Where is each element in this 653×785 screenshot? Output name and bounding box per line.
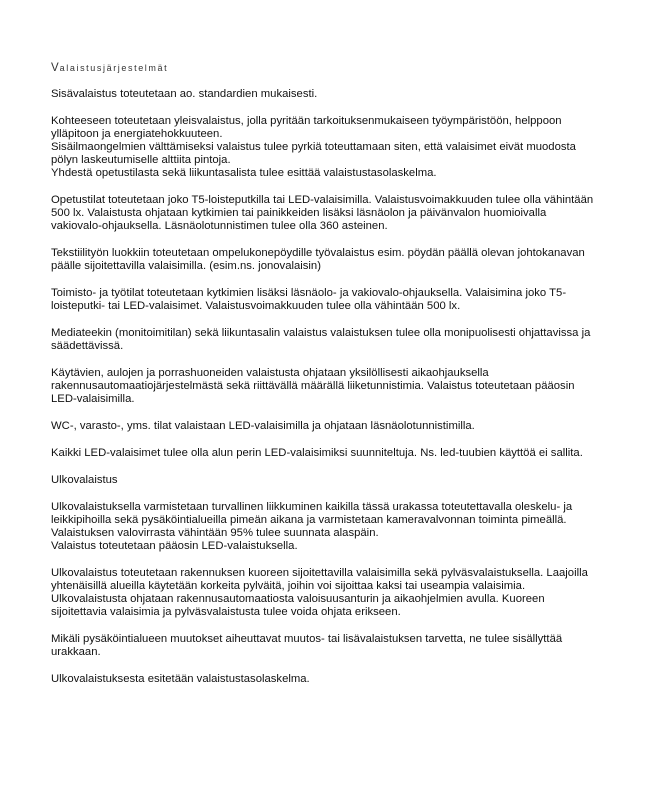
paragraph-line: 500 lx. Valaistusta ohjataan kytkimien tai painikkeiden lisäksi läsnäolon ja päivänvalon huomioivalla <box>51 207 547 219</box>
paragraph <box>51 367 611 406</box>
paragraph-line: Tekstiilityön luokkiin toteutetaan ompelukonepöydille työvalaistus esim. pöydän päällä olevan johtokanavan <box>51 247 585 259</box>
paragraph-line: Ulkovalaistuksella varmistetaan turvallinen liikkuminen kaikilla tässä urakassa toteutettavalla oleskelu- ja <box>51 501 573 513</box>
paragraph-line: leikkipihoilla sekä pysäköintialueilla pimeän aikana ja varmistetaan kameravalvonnan toiminta pimeällä. <box>51 514 567 526</box>
paragraph-line: Kaikki LED-valaisimet tulee olla alun perin LED-valaisimiksi suunniteltuja. Ns. led-tuubien käyttöä ei sallita. <box>51 447 583 459</box>
paragraph-line: Ulkovalaistuksesta esitetään valaistustasolaskelma. <box>51 673 310 685</box>
paragraph-line: Mediateekin (monitoimitilan) sekä liikuntasalin valaistus valaistuksen tulee olla monipuolisesti ohjattavissa ja <box>51 327 591 339</box>
paragraph-line: ylläpitoon ja energiatehokkuuteen. <box>51 128 223 140</box>
paragraph-line: päälle sijoitettavilla valaisimilla. (esim.ns. jonovalaisin) <box>51 260 321 272</box>
paragraph <box>51 673 611 686</box>
paragraph-list <box>51 88 611 686</box>
paragraph <box>51 194 611 233</box>
paragraph-line: Opetustilat toteutetaan joko T5-loisteputkilla tai LED-valaisimilla. Valaistusvoimakkuuden tulee olla vähintään <box>51 194 594 206</box>
section-heading <box>51 62 611 74</box>
paragraph-line: sijoitettavia valaisimia ja pylväsvalaistusta tulee voida ohjata erikseen. <box>51 606 401 618</box>
paragraph-line: Ulkovalaistusta ohjataan rakennusautomaatiosta valoisuusanturin ja aikaohjelmien avulla. Kuoreen <box>51 593 545 605</box>
paragraph-line: pölyn laskeutumiselle alttiita pintoja. <box>51 154 231 166</box>
paragraph-line: rakennusautomaatiojärjestelmästä sekä riittävällä määrällä liiketunnistimia. Valaistus toteutetaan pääosin <box>51 380 575 392</box>
paragraph-line: yhtenäisillä alueilla käytetään korkeita pylväitä, joihin voi sijoittaa kaksi tai useampia valaisimia. <box>51 580 526 592</box>
paragraph <box>51 115 611 180</box>
paragraph-line: Toimisto- ja työtilat toteutetaan kytkimien lisäksi läsnäolo- ja vakiovalo-ohjauksella. Valaisimina joko T5- <box>51 287 567 299</box>
document-page <box>51 62 611 700</box>
paragraph <box>51 420 611 433</box>
paragraph-line: Valaistuksen valovirrasta vähintään 95% tulee suunnata alaspäin. <box>51 527 379 539</box>
paragraph-line: loisteputki- tai LED-valaisimet. Valaistusvoimakkuuden tulee olla vähintään 500 lx. <box>51 300 461 312</box>
paragraph-line: Valaistus toteutetaan pääosin LED-valaistuksella. <box>51 540 298 552</box>
paragraph <box>51 447 611 460</box>
paragraph-line: Kohteeseen toteutetaan yleisvalaistus, jolla pyritään tarkoituksenmukaiseen työympäristöön, helppoon <box>51 115 562 127</box>
paragraph-line: Yhdestä opetustilasta sekä liikuntasalista tulee esittää valaistustasolaskelma. <box>51 167 437 179</box>
paragraph-line: WC-, varasto-, yms. tilat valaistaan LED-valaisimilla ja ohjataan läsnäolotunnistimilla. <box>51 420 475 432</box>
section-heading-initial: V <box>51 62 60 74</box>
paragraph-line: Ulkovalaistus toteutetaan rakennuksen kuoreen sijoitettavilla valaisimilla sekä pylväsvalaistuksella. Laajoilla <box>51 567 588 579</box>
paragraph <box>51 327 611 353</box>
section-heading-rest: alaistusjärjestelmät <box>59 63 169 73</box>
paragraph-line: LED-valaisimilla. <box>51 393 135 405</box>
paragraph-line: vakiovalo-ohjauksella. Läsnäolotunnistimen tulee olla 360 asteinen. <box>51 220 388 232</box>
paragraph <box>51 287 611 313</box>
paragraph <box>51 474 611 487</box>
paragraph <box>51 633 611 659</box>
paragraph-line: Sisävalaistus toteutetaan ao. standardien mukaisesti. <box>51 88 318 100</box>
paragraph-line: säädettävissä. <box>51 340 124 352</box>
paragraph <box>51 567 611 619</box>
paragraph-line: Sisäilmaongelmien välttämiseksi valaistus tulee pyrkiä toteuttamaan siten, että valaisimet eivät muodosta <box>51 141 576 153</box>
paragraph-line: Mikäli pysäköintialueen muutokset aiheuttavat muutos- tai lisävalaistuksen tarvetta, ne tulee sisällyttää <box>51 633 563 645</box>
paragraph <box>51 88 611 101</box>
paragraph <box>51 247 611 273</box>
paragraph-line: Ulkovalaistus <box>51 474 118 486</box>
paragraph-line: Käytävien, aulojen ja porrashuoneiden valaistusta ohjataan yksilöllisesti aikaohjauksella <box>51 367 489 379</box>
paragraph-line: urakkaan. <box>51 646 101 658</box>
paragraph <box>51 501 611 553</box>
